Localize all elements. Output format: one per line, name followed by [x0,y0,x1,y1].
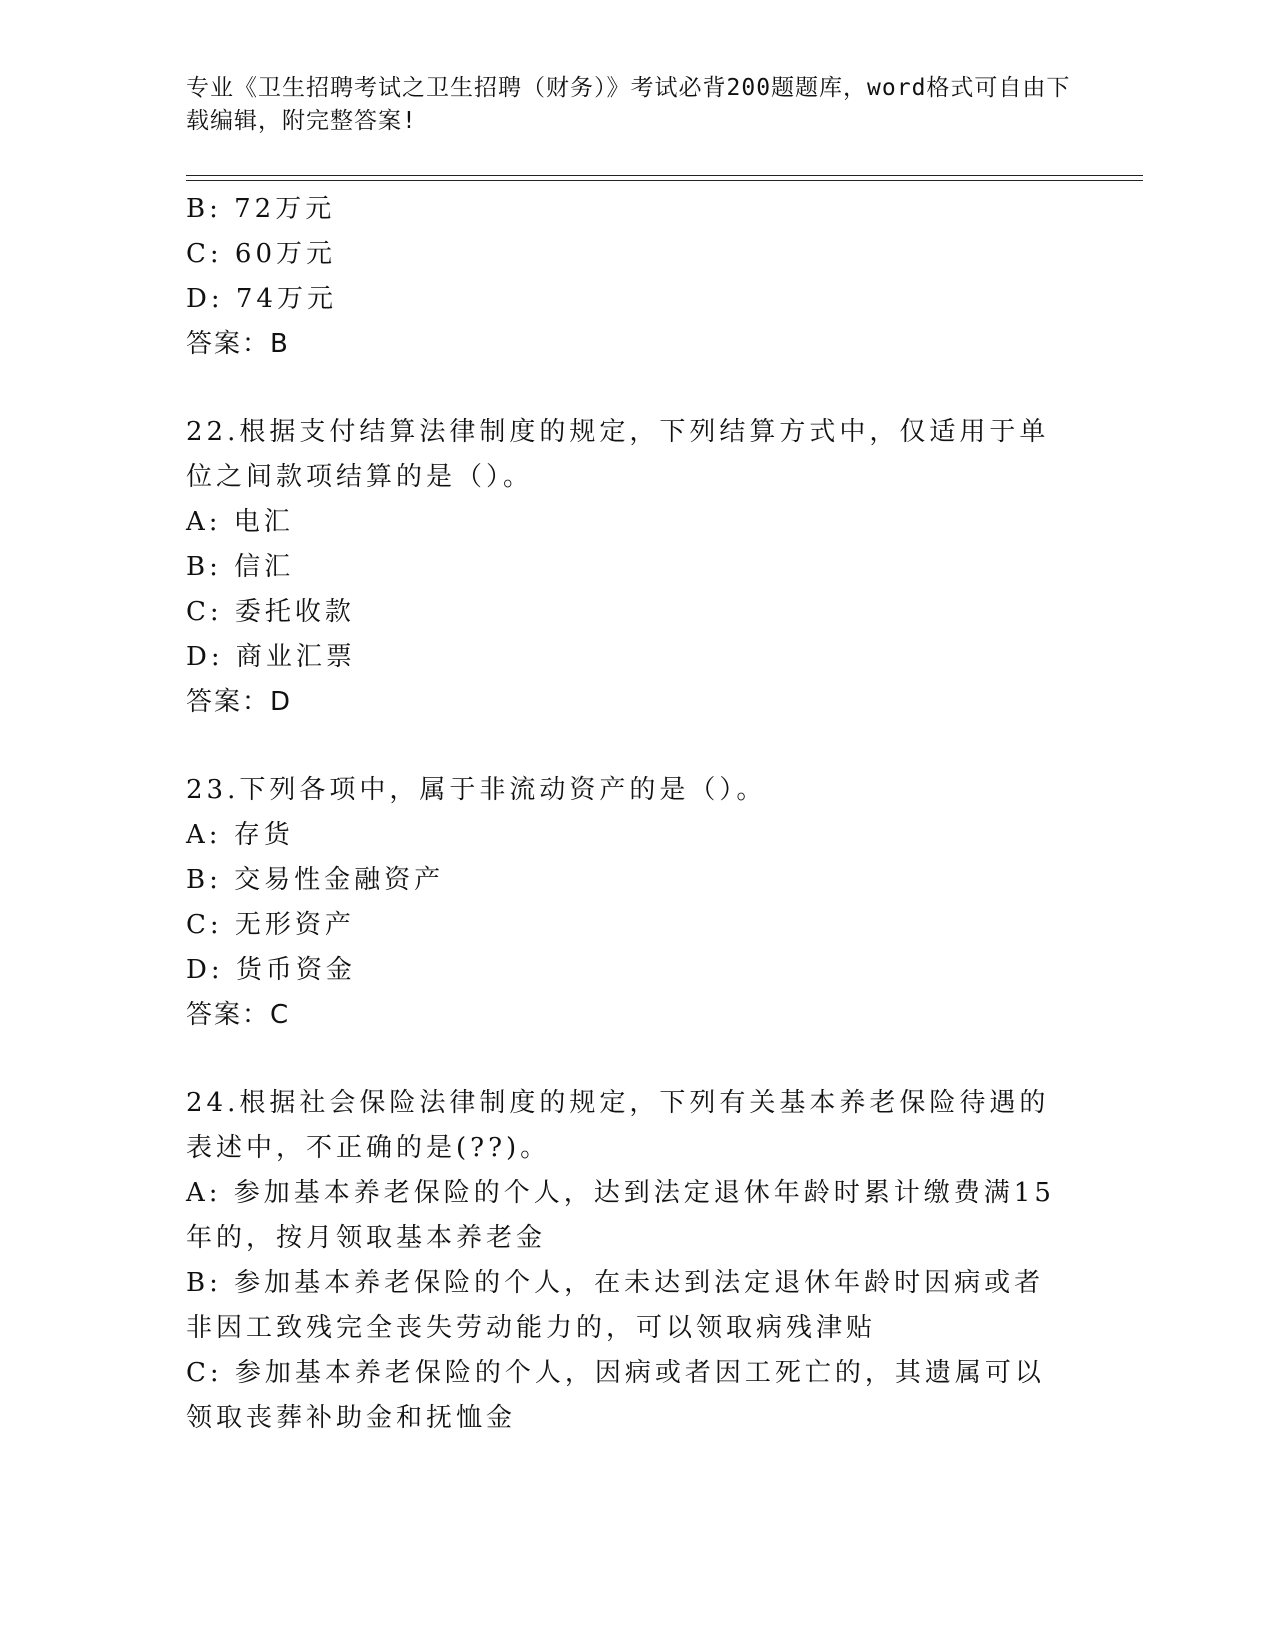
answer: 答案：B [186,329,290,359]
document-header: 专业《卫生招聘考试之卫生招聘（财务）》考试必背200题题库，word格式可自由下载编辑，附完整答案! [186,75,1071,134]
option-d: D: 74万元 [186,284,337,314]
option-c: C: 委托收款 [186,597,355,627]
question-23 [186,768,1066,1038]
option-c: C: 参加基本养老保险的个人，因病或者因工死亡的，其遗属可以领取丧葬补助金和抚恤金 [186,1358,1045,1433]
question-stem: 24.根据社会保险法律制度的规定，下列有关基本养老保险待遇的表述中，不正确的是(??)。 [186,1088,1050,1163]
option-a: A: 电汇 [186,507,294,537]
question-21-continued [186,187,1066,367]
question-stem: 23.下列各项中，属于非流动资产的是（）。 [186,775,767,805]
question-list [186,187,1066,1441]
question-stem: 22.根据支付结算法律制度的规定，下列结算方式中，仅适用于单位之间款项结算的是（）。 [186,417,1050,492]
option-b: B: 信汇 [186,552,295,582]
question-24 [186,1081,1066,1441]
spacer [186,725,1066,768]
option-c: C: 无形资产 [186,910,355,940]
answer: 答案：D [186,687,293,717]
header-divider-top [186,175,1143,176]
option-c: C: 60万元 [186,239,337,269]
option-b: B: 交易性金融资产 [186,865,445,895]
answer: 答案：C [186,1000,291,1030]
option-a: A: 参加基本养老保险的个人，达到法定退休年龄时累计缴费满15年的，按月领取基本养老金 [186,1178,1055,1253]
option-d: D: 货币资金 [186,955,356,985]
option-d: D: 商业汇票 [186,642,356,672]
header-divider-bottom [186,180,1143,181]
spacer [186,1038,1066,1081]
question-22 [186,410,1066,725]
option-b: B: 参加基本养老保险的个人，在未达到法定退休年龄时因病或者非因工致残完全丧失劳动能力的，可以领取病残津贴 [186,1268,1045,1343]
spacer [186,367,1066,410]
option-b: B: 72万元 [186,194,336,224]
option-a: A: 存货 [186,820,294,850]
